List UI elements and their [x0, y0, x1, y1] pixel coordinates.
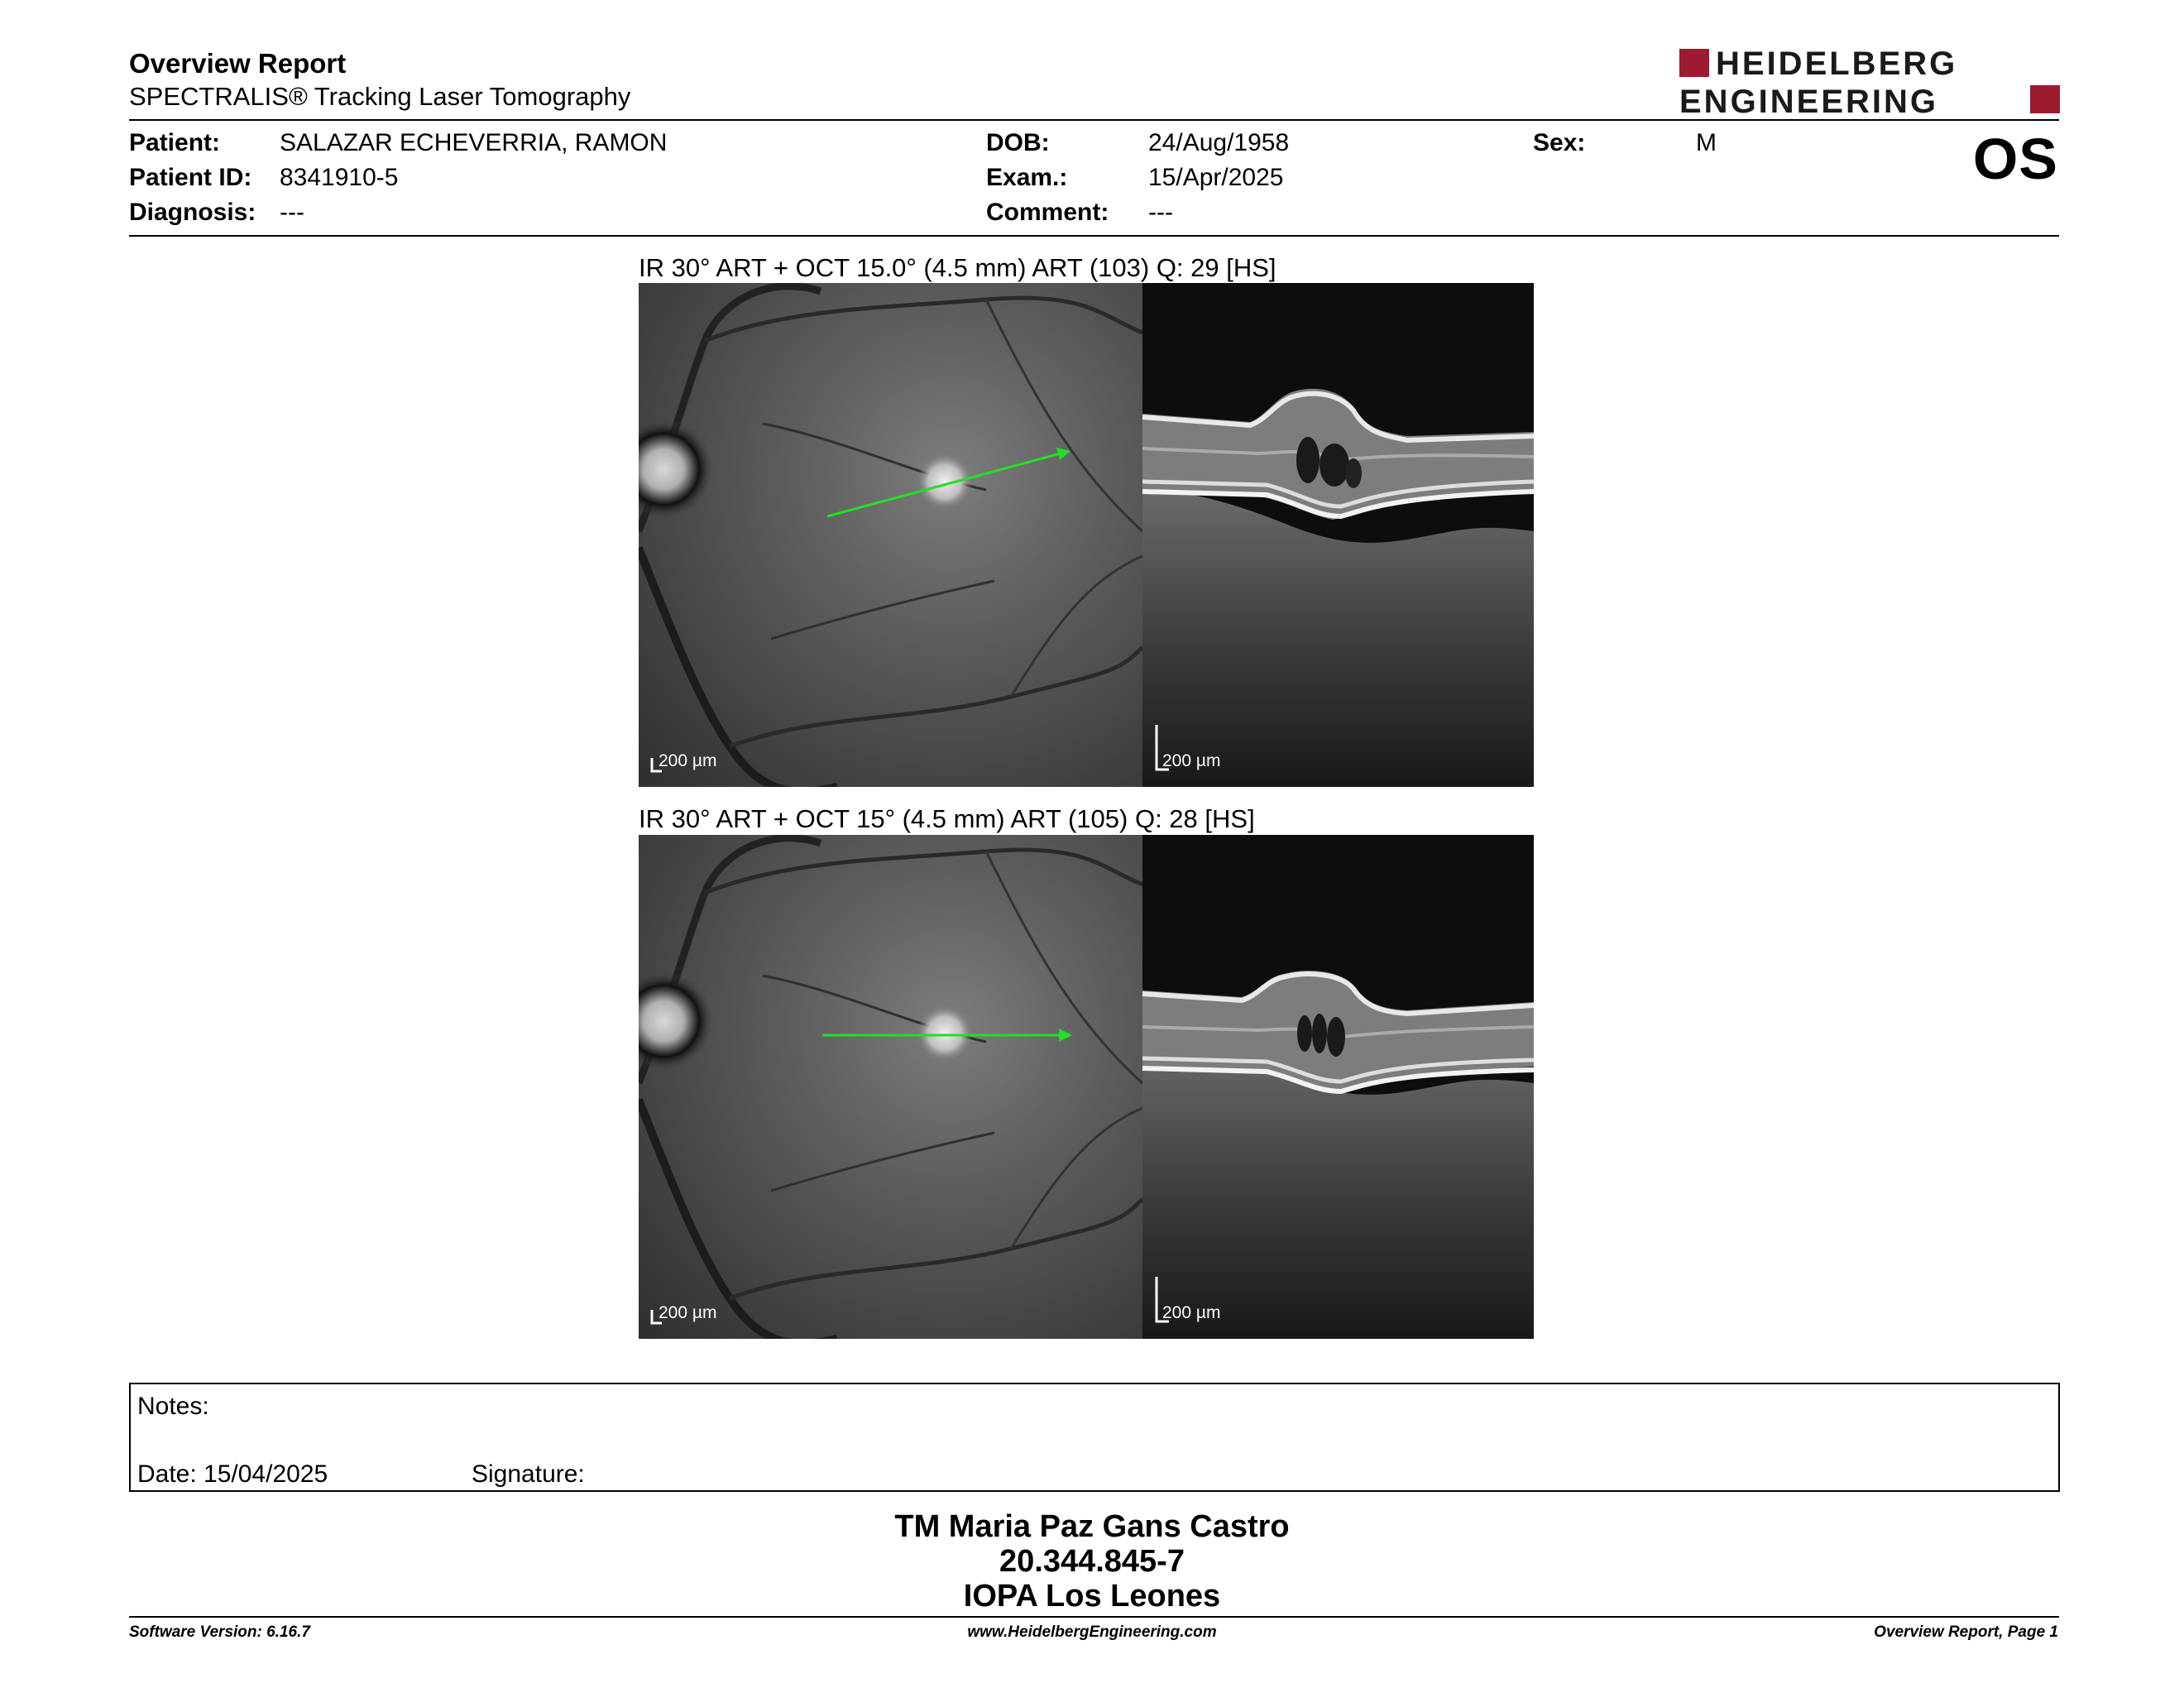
- date-label: Date: 15/04/2025: [137, 1460, 328, 1488]
- ir-scale-label: 200 µm: [659, 751, 717, 770]
- patient-name: SALAZAR ECHEVERRIA, RAMON: [280, 129, 668, 156]
- ir-scale-label: 200 µm: [659, 1303, 717, 1322]
- header-rule: [129, 119, 2059, 121]
- website-link[interactable]: www.HeidelbergEngineering.com: [967, 1623, 1217, 1641]
- comment-value: ---: [1148, 199, 1173, 226]
- notes-label: Notes:: [137, 1393, 209, 1420]
- scan-title: IR 30° ART + OCT 15° (4.5 mm) ART (105) Q: 28 [HS]: [639, 804, 1255, 833]
- ir-fundus-image: [639, 835, 1142, 1339]
- ir-fundus-image: [639, 283, 1142, 787]
- sex-label: Sex:: [1533, 129, 1586, 156]
- comment-label: Comment:: [986, 199, 1109, 226]
- patient-label: Patient:: [129, 129, 221, 156]
- svg-text:HEIDELBERG: HEIDELBERG: [1716, 47, 1958, 82]
- patient-rule: [129, 235, 2059, 237]
- signatory-id: 20.344.845-7: [999, 1544, 1185, 1579]
- scan-title: IR 30° ART + OCT 15.0° (4.5 mm) ART (103) Q: 29 [HS]: [639, 253, 1276, 282]
- oct-bscan-image: [1142, 283, 1534, 787]
- oct-scale-label: 200 µm: [1162, 751, 1221, 770]
- page-number: Overview Report, Page 1: [1874, 1623, 2058, 1641]
- footer-rule: [129, 1616, 2059, 1618]
- diagnosis-value: ---: [280, 199, 304, 226]
- report-subtitle: SPECTRALIS® Tracking Laser Tomography: [129, 82, 631, 111]
- signature-label: Signature:: [472, 1460, 585, 1488]
- dob-value: 24/Aug/1958: [1148, 129, 1290, 156]
- notes-box: [129, 1383, 2060, 1492]
- software-version: Software Version: 6.16.7: [129, 1623, 310, 1641]
- oct-bscan-image: [1142, 835, 1534, 1339]
- diagnosis-label: Diagnosis:: [129, 199, 256, 226]
- report-title: Overview Report: [129, 48, 347, 79]
- heidelberg-logo: [1679, 47, 2060, 117]
- signatory-name: TM Maria Paz Gans Castro: [894, 1509, 1290, 1544]
- eye-indicator: OS: [1972, 127, 2058, 191]
- sex-value: M: [1696, 129, 1717, 156]
- svg-text:ENGINEERING: ENGINEERING: [1679, 84, 1939, 117]
- signatory-institution: IOPA Los Leones: [963, 1579, 1221, 1614]
- dob-label: DOB:: [986, 129, 1050, 156]
- patient-id: 8341910-5: [280, 164, 399, 191]
- exam-label: Exam.:: [986, 164, 1068, 191]
- patient-id-label: Patient ID:: [129, 164, 252, 191]
- exam-value: 15/Apr/2025: [1148, 164, 1284, 191]
- oct-scale-label: 200 µm: [1162, 1303, 1221, 1322]
